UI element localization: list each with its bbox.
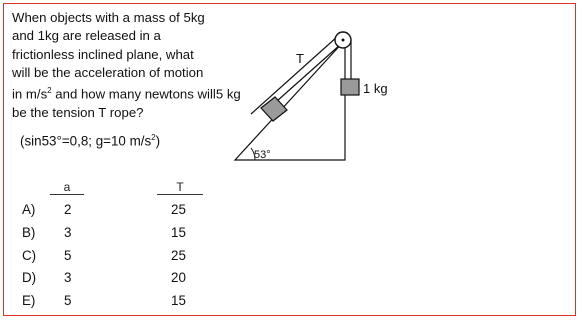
incline-triangle — [235, 40, 345, 160]
question-line-6: be the tension T rope? — [12, 104, 144, 120]
option-t-value: 20 — [171, 270, 186, 285]
option-letter: A) — [22, 202, 36, 217]
rope-along-incline-2 — [277, 44, 341, 101]
question-line-3: frictionless inclined plane, what — [12, 46, 194, 62]
column-header-t: T — [157, 181, 203, 195]
option-t-value: 25 — [171, 248, 186, 263]
units-superscript: 2 — [47, 86, 52, 96]
option-letter: B) — [22, 225, 36, 240]
question-line-1: When objects with a mass of 5kg — [12, 10, 205, 25]
angle-label: 53° — [254, 149, 271, 161]
option-t-value: 15 — [171, 225, 186, 240]
question-line-4: will be the acceleration of motion — [12, 64, 204, 80]
option-t-value: 15 — [171, 293, 186, 308]
option-a-value: 2 — [64, 202, 72, 217]
option-a-value: 5 — [64, 293, 72, 308]
option-t-value: 25 — [171, 202, 186, 217]
question-line-2: and 1kg are released in a — [12, 28, 161, 44]
given-superscript: 2 — [151, 133, 156, 142]
hanging-mass-block — [341, 79, 359, 95]
column-header-a: a — [50, 181, 84, 195]
pulley-axle — [342, 39, 345, 42]
option-letter: D) — [22, 270, 37, 285]
given-prefix: (sin53°=0,8; g=10 m/s — [20, 133, 152, 149]
sliding-mass-block — [261, 97, 287, 121]
option-letter: C) — [22, 248, 37, 263]
option-a-value: 3 — [64, 270, 72, 285]
hanging-mass-label: 1 kg — [363, 81, 388, 96]
rope-along-incline — [251, 36, 338, 114]
given-suffix: ) — [155, 133, 161, 149]
option-a-value: 5 — [64, 248, 72, 263]
question-line-5-rest: and how many newtons will5 kg — [51, 86, 241, 102]
question-line-5-start: in m/s — [12, 86, 48, 102]
option-a-value: 3 — [64, 225, 72, 240]
option-letter: E) — [22, 293, 36, 308]
tension-label: T — [296, 51, 304, 66]
